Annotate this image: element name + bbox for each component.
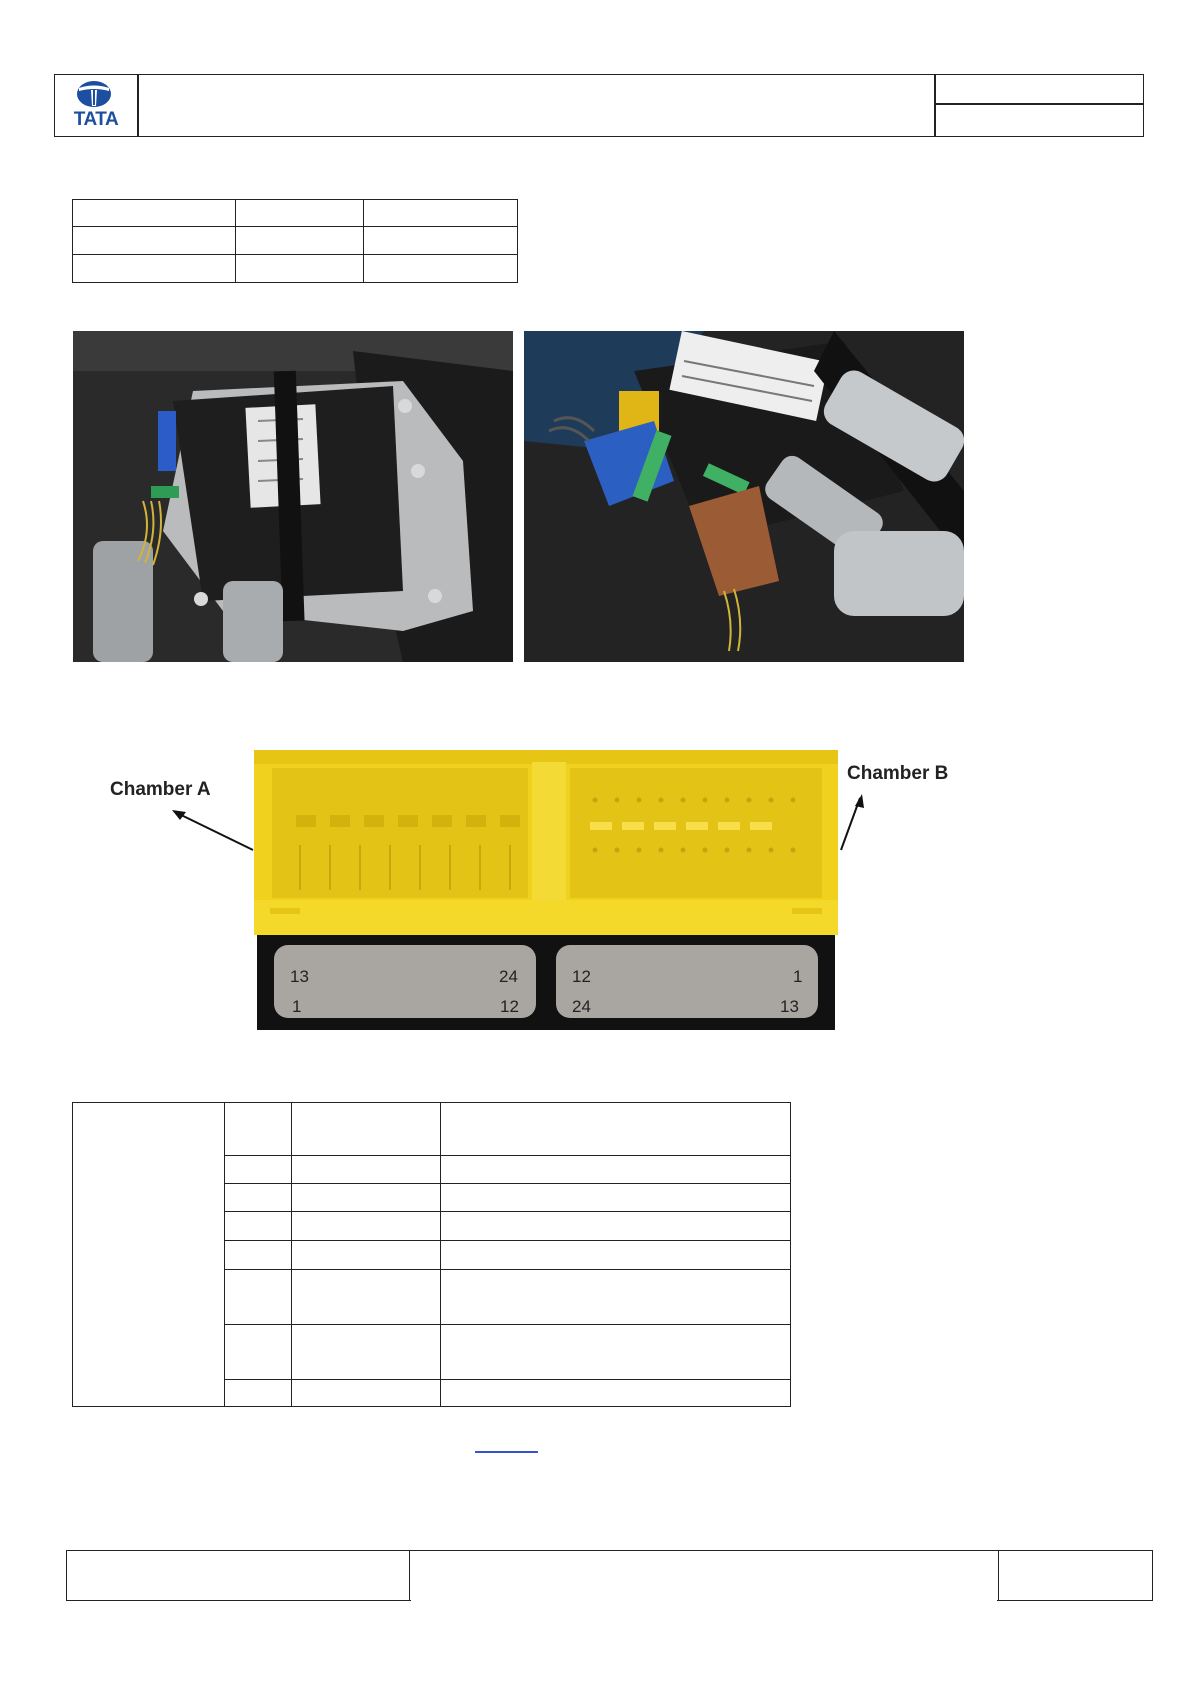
table-cell xyxy=(225,1184,292,1212)
table-cell xyxy=(441,1380,791,1407)
table-cell xyxy=(292,1212,441,1241)
chamber-a-pin-plate xyxy=(274,945,536,1018)
table-cell xyxy=(292,1241,441,1270)
chamber-a-cavity xyxy=(272,768,528,898)
table-cell xyxy=(364,255,518,283)
table-cell xyxy=(441,1325,791,1380)
pin-a-top-right: 24 xyxy=(499,967,518,986)
table-cell xyxy=(73,1103,225,1407)
table-cell xyxy=(292,1325,441,1380)
table-row xyxy=(73,1103,791,1156)
pin-table xyxy=(72,1102,791,1407)
info-table xyxy=(72,199,518,283)
connector-figure xyxy=(100,740,980,1040)
table-cell xyxy=(441,1184,791,1212)
footer-right-box xyxy=(998,1550,1153,1601)
chamber-a-arrow xyxy=(175,812,253,850)
table-cell xyxy=(364,227,518,255)
table-cell xyxy=(225,1241,292,1270)
pin-b-top-left: 12 xyxy=(572,967,591,986)
pin-a-bottom-left: 1 xyxy=(292,997,302,1016)
header-divider-left xyxy=(137,74,139,137)
table-cell xyxy=(236,255,364,283)
pin-b-top-right: 1 xyxy=(793,967,803,986)
tata-logo xyxy=(62,76,134,134)
table-cell xyxy=(292,1103,441,1156)
table-cell xyxy=(236,200,364,227)
connector-photo-right xyxy=(524,331,964,662)
footer-left-box xyxy=(66,1550,410,1601)
table-row xyxy=(73,200,518,227)
table-cell xyxy=(225,1212,292,1241)
footer-middle-cover xyxy=(411,1553,997,1602)
chamber-b-label: Chamber B xyxy=(847,763,949,784)
table-cell xyxy=(225,1325,292,1380)
table-row xyxy=(73,227,518,255)
table-cell xyxy=(236,227,364,255)
table-cell xyxy=(441,1241,791,1270)
table-cell xyxy=(364,200,518,227)
header-divider-right xyxy=(934,74,936,137)
table-cell xyxy=(73,255,236,283)
table-cell xyxy=(441,1156,791,1184)
pin-a-bottom-right: 12 xyxy=(500,997,519,1016)
table-cell xyxy=(441,1103,791,1156)
header-divider-row xyxy=(934,103,1144,105)
table-cell xyxy=(292,1184,441,1212)
table-cell xyxy=(225,1270,292,1325)
table-cell xyxy=(225,1156,292,1184)
chamber-a-label: Chamber A xyxy=(110,779,211,800)
hyperlink[interactable] xyxy=(475,1449,538,1453)
pin-b-bottom-right: 13 xyxy=(780,997,799,1016)
table-row xyxy=(73,255,518,283)
pin-b-bottom-left: 24 xyxy=(572,997,591,1016)
pin-a-top-left: 13 xyxy=(290,967,309,986)
connector-diagram xyxy=(100,740,980,1040)
table-cell xyxy=(73,200,236,227)
table-cell xyxy=(441,1270,791,1325)
chamber-b-pin-plate xyxy=(556,945,818,1018)
header-frame xyxy=(54,74,1144,137)
chamber-b-cavity xyxy=(570,768,822,898)
table-cell xyxy=(73,227,236,255)
table-cell xyxy=(441,1212,791,1241)
table-cell xyxy=(225,1103,292,1156)
table-cell xyxy=(292,1270,441,1325)
tata-logo-text: TATA xyxy=(73,109,119,130)
table-cell xyxy=(292,1380,441,1407)
table-cell xyxy=(292,1156,441,1184)
ecu-photo-left xyxy=(73,331,513,662)
table-cell xyxy=(225,1380,292,1407)
